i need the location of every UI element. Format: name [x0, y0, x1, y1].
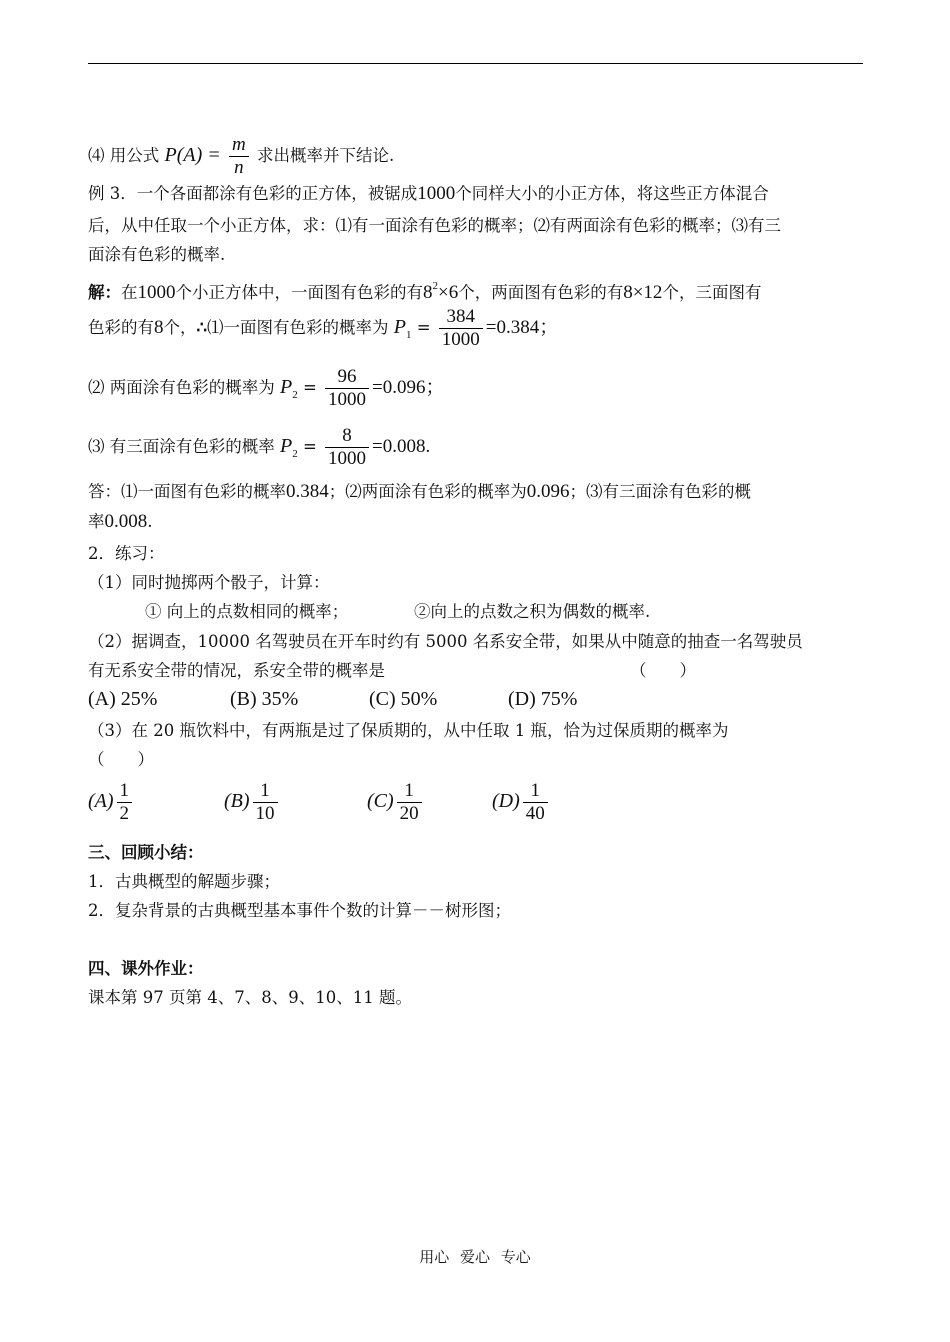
example3-text1b: 个同样大小的小正方体，将这些正方体混合 [455, 184, 769, 203]
ans-b1: 率 [88, 512, 105, 531]
sol-n8: 8 [154, 317, 164, 338]
p3-den: 1000 [328, 448, 367, 469]
solution-line1 [88, 275, 761, 304]
p3-symbol: P [280, 435, 293, 457]
step4-line [88, 134, 394, 179]
example3-line1 [88, 183, 769, 205]
p2-fraction [325, 366, 369, 411]
practice-heading: 2．练习： [88, 544, 165, 563]
solution-label: 解： [88, 283, 121, 302]
q3-choice-b-label: (B) [224, 790, 250, 813]
q3-choice-c-label: (C) [367, 790, 394, 813]
p1-subscript: 1 [405, 329, 412, 341]
ans-b2: . [147, 512, 153, 531]
sol-b2: 个， [163, 318, 197, 337]
review-item-1: 1．古典概型的解题步骤； [88, 872, 280, 891]
practice-q2-line2: 有无系安全带的情况，系安全带的概率是 [88, 661, 385, 680]
sol-a3: 个，两面图有色彩的有 [458, 283, 624, 302]
sol-expr2: 8×12 [623, 282, 663, 303]
sol-a2: 个小正方体中，一面图有色彩的有 [175, 283, 423, 302]
q3-a-den: 2 [119, 803, 130, 824]
p3-subscript: 2 [292, 448, 298, 460]
q3-d-den: 40 [525, 803, 545, 824]
p3-fraction [325, 425, 369, 470]
p1-symbol: P [393, 316, 406, 338]
formula-num: m [229, 134, 249, 157]
formula-fraction [229, 134, 249, 179]
p1-num: 384 [439, 306, 483, 329]
therefore-symbol: ∴ [196, 318, 207, 337]
practice-q3-paren: （ ） [88, 750, 154, 769]
practice-q1a: ① 向上的点数相同的概率； [145, 602, 349, 621]
q3-choice-a-frac [117, 780, 133, 825]
p1-den: 1000 [441, 329, 480, 350]
practice-q1b: ②向上的点数之积为偶数的概率. [414, 602, 651, 621]
header-rule [88, 63, 863, 64]
p1-value: =0.384； [485, 317, 559, 338]
formula-den: n [234, 157, 244, 178]
q3-a-num: 1 [117, 780, 133, 803]
solution-line3: ⑵ 两面涂有色彩的概率为 $P_2$ = $\frac{96}{1000}$ =0.096； [88, 366, 445, 410]
sol-b3: ⑴一面图有色彩的概率为 [207, 318, 389, 337]
q3-choice-d-frac [523, 780, 548, 825]
sol-d1: ⑶ 有三面涂有色彩的概率 [88, 437, 275, 456]
q3-c-den: 20 [399, 803, 419, 824]
ans-v1: 0.384 [286, 481, 329, 502]
q3-choice-a [88, 780, 135, 825]
sol-b1: 色彩的有 [88, 318, 154, 337]
q3-choice-c [367, 780, 425, 825]
q3-choice-b-frac [253, 780, 278, 825]
practice-q2-line1: （2）据调查，10000 名驾驶员在开车时约有 5000 名系安全带，如果从中随意的抽查一名驾驶员 [88, 632, 803, 651]
sol-expr1-exp: 2 [432, 280, 438, 292]
formula-lhs: P(A) = [164, 144, 221, 166]
solution-line2: 色彩的有8个，∴⑴一面图有色彩的概率为 $P_1$ = $\frac{384}{1000}$ =0.384； [88, 306, 559, 350]
homework-heading: 四、课外作业： [88, 959, 204, 978]
sol-a1: 在 [121, 283, 138, 302]
p3-num: 8 [325, 425, 369, 448]
example3-n1000: 1000 [417, 183, 456, 204]
step4-label: ⑷ 用公式 [88, 146, 160, 165]
p3-value: =0.008. [372, 436, 431, 457]
sol-c1: ⑵ 两面涂有色彩的概率为 [88, 378, 275, 397]
q3-b-num: 1 [253, 780, 278, 803]
p2-num: 96 [325, 366, 369, 389]
ans-v2: 0.096 [526, 481, 570, 502]
ans-a2: ；⑵两面涂有色彩的概率为 [328, 482, 527, 501]
p2-den: 1000 [328, 389, 367, 410]
example3-line2: 后，从中任取一个小正方体，求：⑴有一面涂有色彩的概率；⑵有两面涂有色彩的概率；⑶有三 [88, 216, 781, 235]
answer-line1 [88, 481, 751, 503]
q3-choice-d-label: (D) [492, 790, 520, 813]
review-heading: 三、回顾小结： [88, 843, 204, 862]
p2-subscript: 2 [292, 389, 298, 401]
solution-line4: ⑶ 有三面涂有色彩的概率 $P_2$ = $\frac{8}{1000}$ =0.008. [88, 425, 431, 469]
q3-c-num: 1 [397, 780, 422, 803]
q3-choice-b [224, 780, 281, 825]
p2-symbol: P [280, 376, 293, 398]
q3-choice-c-frac [397, 780, 422, 825]
homework-text: 课本第 97 页第 4、7、8、9、10、11 题。 [88, 988, 412, 1007]
ans-a1: 答：⑴一面图有色彩的概率 [88, 482, 286, 501]
practice-q2-paren: （ ） [630, 661, 696, 680]
q3-b-den: 10 [255, 803, 275, 824]
q2-choice-c: (C) 50% [369, 688, 438, 710]
review-item-2: 2．复杂背景的古典概型基本事件个数的计算－－树形图； [88, 901, 511, 920]
q2-choice-d: (D) 75% [508, 688, 578, 710]
sol-expr1-rest: ×6 [438, 282, 459, 303]
q2-choice-b: (B) 35% [230, 688, 299, 710]
ans-a3: ；⑶有三面涂有色彩的概 [569, 482, 751, 501]
page-footer: 用心 爱心 专心 [419, 1248, 531, 1266]
p2-value: =0.096； [372, 377, 445, 398]
q3-choice-a-label: (A) [88, 790, 114, 813]
q3-choice-d [492, 780, 551, 825]
ans-v3: 0.008 [104, 511, 148, 532]
p1-fraction [439, 306, 483, 351]
step4-tail: 求出概率并下结论. [256, 146, 395, 165]
q2-choice-a: (A) 25% [88, 688, 158, 710]
example3-text1: 例 3．一个各面都涂有色彩的正方体，被锯成 [88, 184, 418, 203]
sol-a4: 个，三面图有 [662, 283, 762, 302]
q3-d-num: 1 [523, 780, 548, 803]
sol-expr1-base: 8 [423, 282, 433, 303]
sol-n1000: 1000 [137, 282, 176, 303]
answer-line2 [88, 511, 153, 533]
practice-q1: （1）同时抛掷两个骰子，计算： [88, 573, 330, 592]
example3-line3: 面涂有色彩的概率. [88, 245, 226, 264]
practice-q3-line1: （3）在 20 瓶饮料中，有两瓶是过了保质期的，从中任取 1 瓶，恰为过保质期的概率为 [88, 721, 729, 740]
